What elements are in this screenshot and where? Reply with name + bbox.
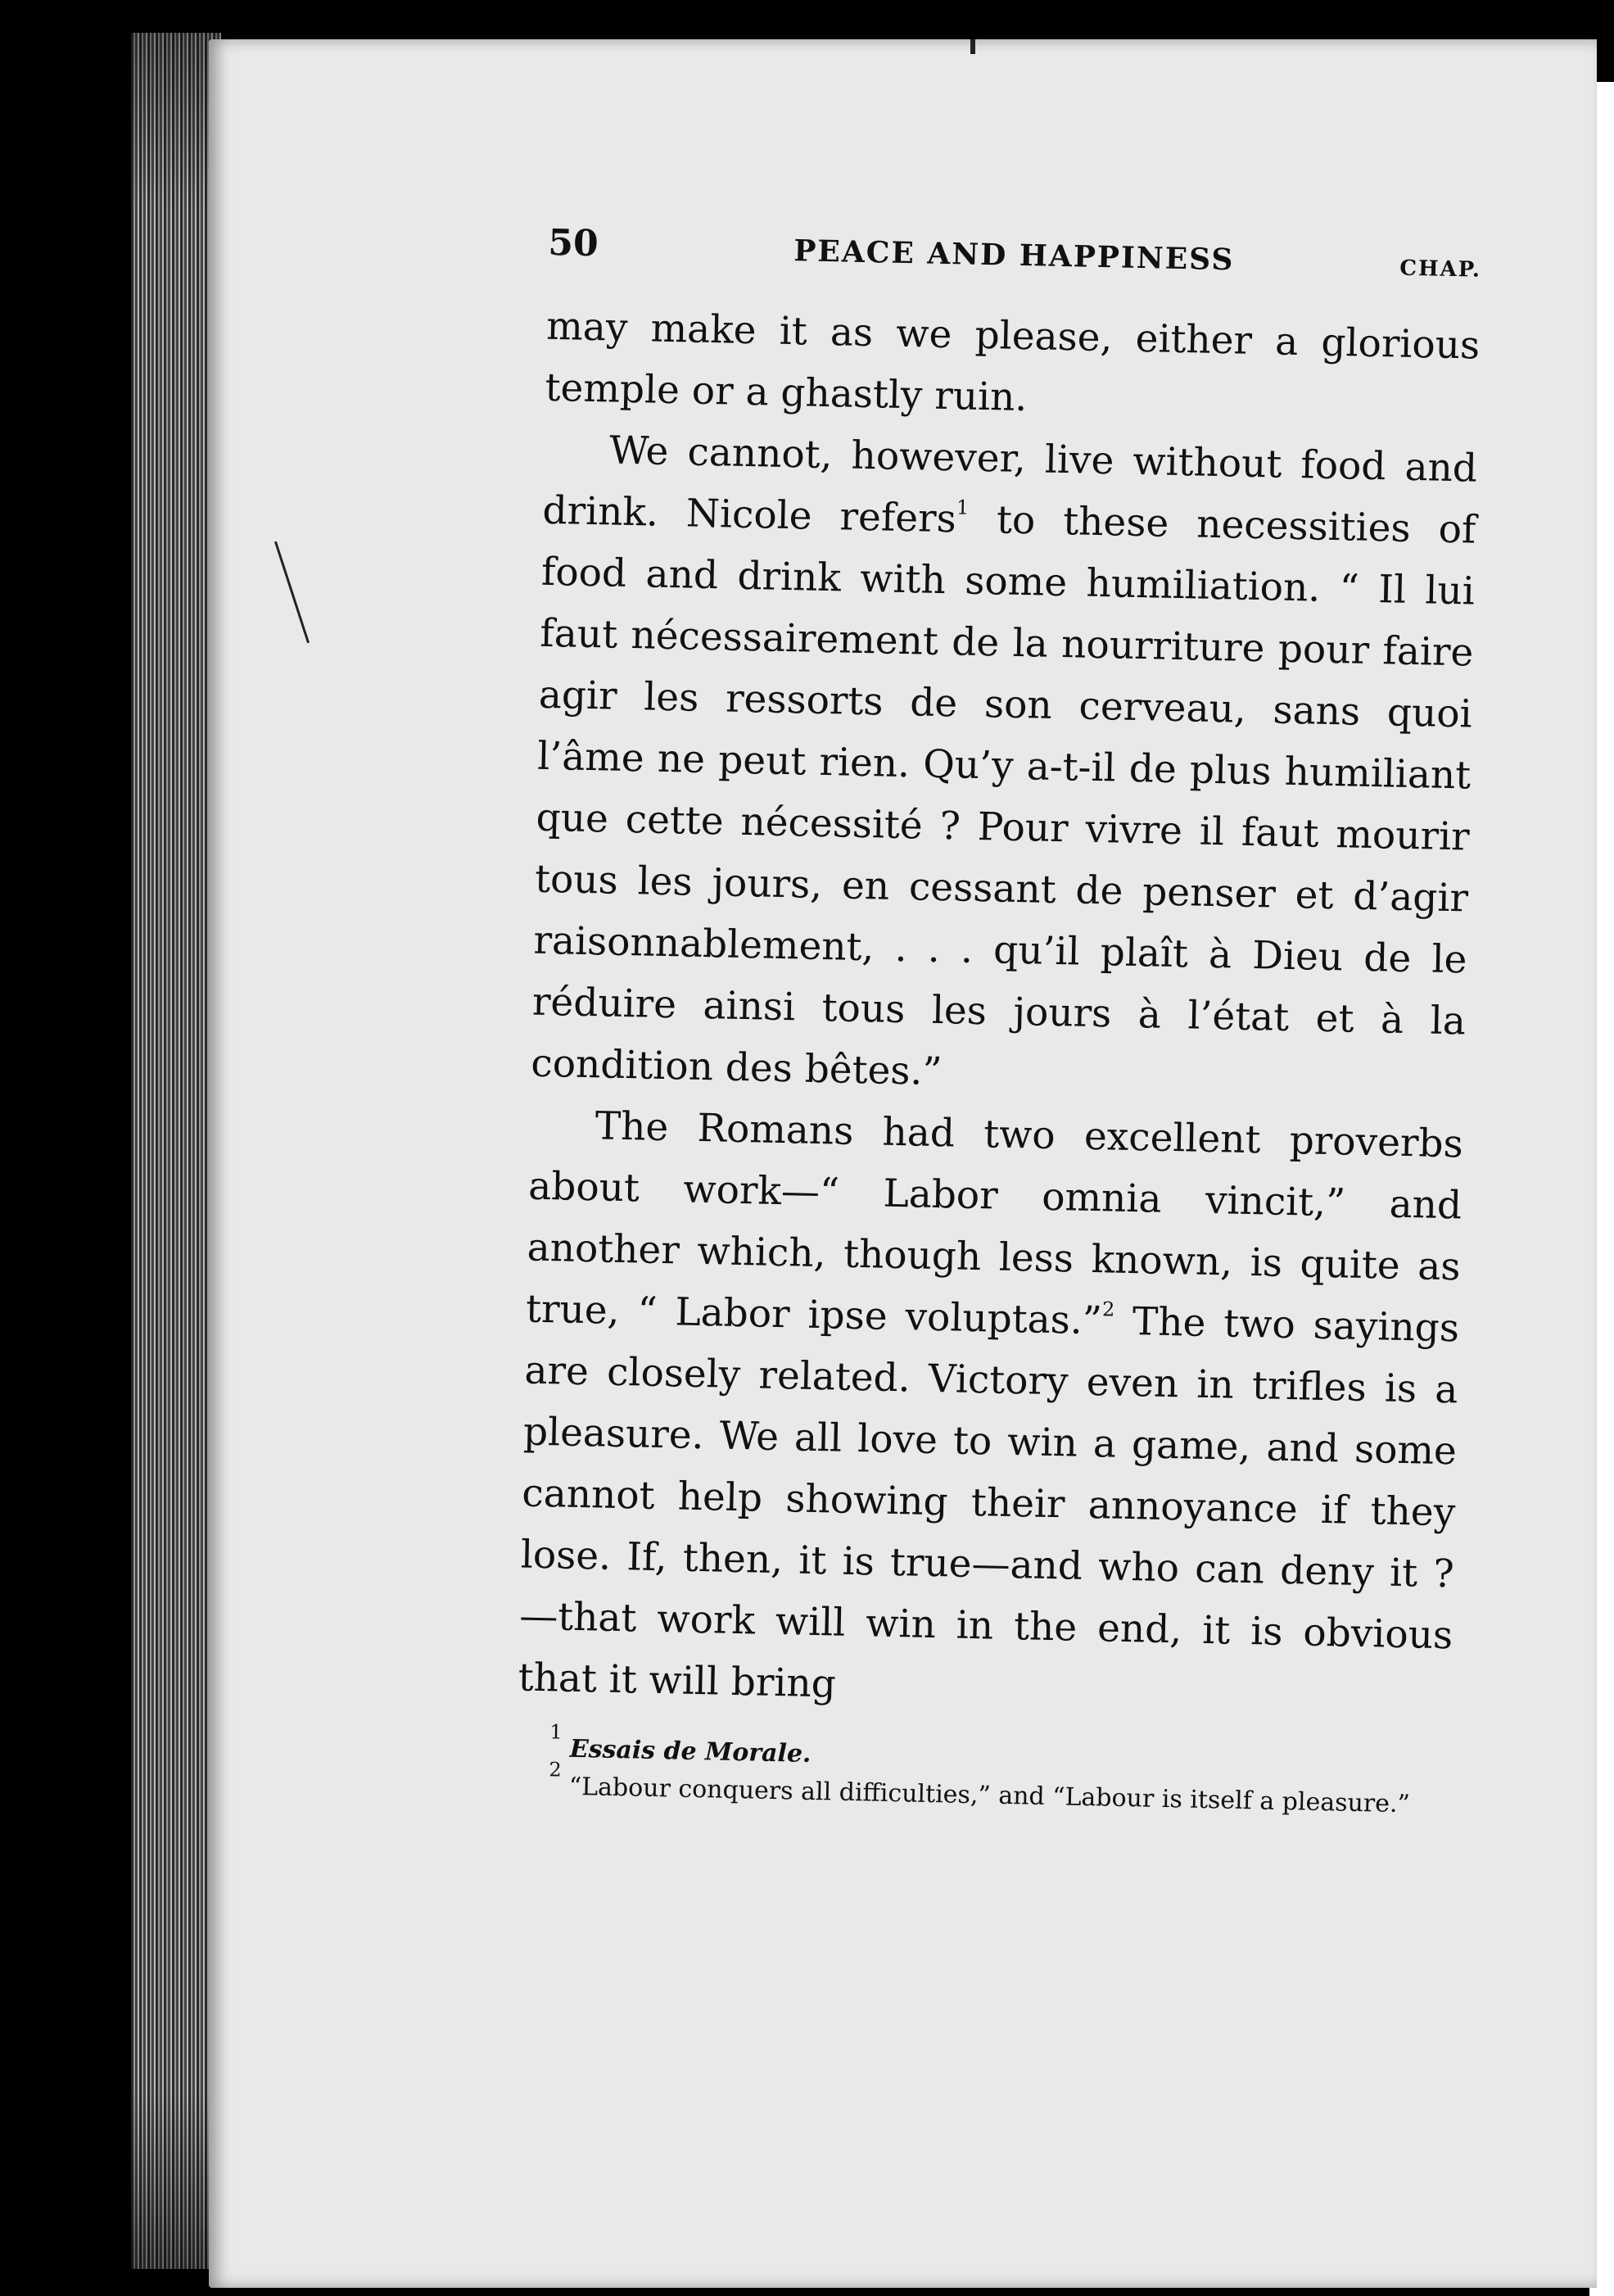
footnote-reference: 2 (1101, 1297, 1115, 1321)
paragraph-text: to these necessities of food and drink with some humiliation. “ Il lui faut nécessairement de la nourriture pour faire agir les ressorts de son cerveau, sans quoi l’âme ne peut rien. Qu’y a-t-il de plus humiliant que cette nécessité ? Pour vivre il faut mourir tous les jours, en cessant de penser et d’agir raisonnablement, . . . qu’il plaît à Dieu de le réduire ainsi tous les jours à l’état et à la condition des bêtes.” (530, 496, 1476, 1095)
page-number: 50 (547, 221, 599, 265)
footnote-text: “Labour conquers all difficulties,” and “Labour is itself a pleasure.” (568, 1772, 1411, 1819)
paragraph (518, 1094, 1463, 1728)
paragraph-text: The Romans had two excellent proverbs about work—“ Labor omnia vincit,” and another which, though less known, is quite as true, “ Labor ipse voluptas.” (525, 1103, 1464, 1344)
footnote-reference: 1 (956, 496, 970, 519)
chapter-label: CHAP. (1399, 256, 1482, 283)
scan-mark (274, 541, 310, 644)
running-title: PEACE AND HAPPINESS (793, 233, 1235, 278)
scan-mark (970, 39, 975, 54)
footnote-number: 1 (549, 1720, 563, 1744)
paragraph-text: The two sayings are closely related. Victory even in trifles is a pleasure. We all love to win a game, and some cannot help showing their annoyance if they lose. If, then, it is true—and who can deny it ?—that work will win in the end, it is obvious that it will bring (518, 1298, 1460, 1707)
paragraph (545, 296, 1481, 438)
page-content (483, 221, 1482, 1824)
paragraph (531, 419, 1478, 1114)
page-edges (131, 33, 221, 2269)
footnote-number: 2 (549, 1758, 562, 1782)
body-text (485, 295, 1481, 1728)
paragraph-text: We cannot, however, live without food and drink. Nicole refers (542, 428, 1478, 542)
footnote-text: Essais de Morale. (569, 1734, 812, 1768)
paragraph-text: may make it as we please, either a glorious temple or a ghastly ruin. (545, 303, 1481, 421)
